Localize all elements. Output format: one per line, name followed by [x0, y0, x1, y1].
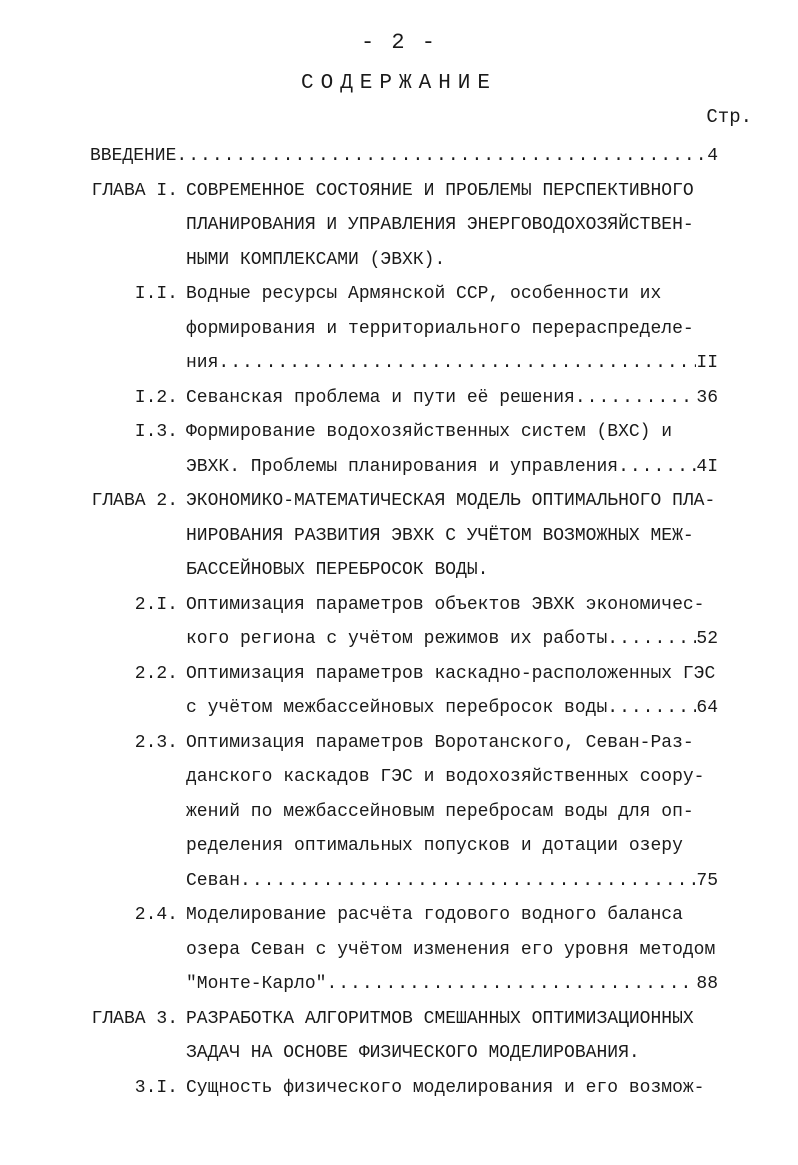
toc-page-number: 75 [696, 871, 718, 891]
page-title: СОДЕРЖАНИЕ [300, 72, 498, 95]
toc-entry-text: "Монте-Карло" [186, 974, 327, 994]
toc-line [186, 692, 718, 724]
toc-entry-number: ГЛАВА 3. [91, 1009, 178, 1029]
toc-entry-number: 2.2. [134, 664, 178, 684]
toc-line [186, 1003, 718, 1035]
toc-entry-number: 2.4. [134, 905, 178, 925]
toc-line [186, 658, 718, 690]
toc-entry-text: Оптимизация параметров Воротанского, Севан-Раз- [186, 733, 694, 753]
toc-line [186, 278, 718, 310]
toc-page-number: II [696, 353, 718, 373]
toc-entry-text: НИРОВАНИЯ РАЗВИТИЯ ЭВХК С УЧЁТОМ ВОЗМОЖНЫХ МЕЖ- [186, 526, 694, 546]
toc-entry-text: Моделирование расчёта годового водного баланса [186, 905, 683, 925]
toc-line [186, 520, 718, 552]
toc-entry-text: ВВЕДЕНИЕ [90, 146, 177, 166]
toc-entry-text: Оптимизация параметров объектов ЭВХК экономичес- [186, 595, 705, 615]
toc-entry-number: I.3. [134, 422, 178, 442]
toc-entry-text: кого региона с учётом режимов их работы [186, 629, 608, 649]
leader-dots [176, 140, 707, 172]
toc-entry-number: ГЛАВА I. [91, 181, 178, 201]
toc-page-number: 64 [696, 698, 718, 718]
page-column-label: Стр. [706, 106, 752, 128]
toc-line [186, 175, 718, 207]
leader-dots [618, 451, 696, 483]
toc-page-number: 88 [696, 974, 718, 994]
toc-entry-text: с учётом межбассейновых перебросок воды [186, 698, 608, 718]
toc-line [186, 761, 718, 793]
toc-line [186, 968, 718, 1000]
toc-entry-number: 2.3. [134, 733, 178, 753]
toc-line [186, 934, 718, 966]
toc-entry-text: формирования и территориального перераспределе- [186, 319, 694, 339]
toc-entry-number: I.I. [134, 284, 178, 304]
toc-line [186, 382, 718, 414]
toc-line [186, 554, 718, 586]
toc-entry-number: I.2. [134, 388, 178, 408]
toc-entry-text: БАССЕЙНОВЫХ ПЕРЕБРОСОК ВОДЫ. [186, 560, 489, 580]
toc-line [186, 244, 718, 276]
toc-line [186, 209, 718, 241]
toc-entry-text: Севанская проблема и пути её решения [186, 388, 575, 408]
toc-line [90, 140, 718, 172]
toc-line [186, 347, 718, 379]
toc-line [186, 727, 718, 759]
toc-line [186, 830, 718, 862]
toc-line [186, 623, 718, 655]
toc-line [186, 589, 718, 621]
toc-page-number: 4I [696, 457, 718, 477]
toc-line [186, 313, 718, 345]
toc-page-number: 36 [696, 388, 718, 408]
toc-entry-number: 2.I. [134, 595, 178, 615]
toc-line [186, 865, 718, 897]
toc-entry-text: Оптимизация параметров каскадно-расположенных ГЭС [186, 664, 716, 684]
toc-line [186, 485, 718, 517]
toc-line [186, 416, 718, 448]
toc-entry-number: 3.I. [134, 1078, 178, 1098]
toc-entry-text: Сущность физического моделирования и его возмож- [186, 1078, 705, 1098]
toc-entry-text: жений по межбассейновым перебросам воды для оп- [186, 802, 694, 822]
leader-dots [326, 968, 696, 1000]
toc-entry-text: СОВРЕМЕННОЕ СОСТОЯНИЕ И ПРОБЛЕМЫ ПЕРСПЕКТИВНОГО [186, 181, 694, 201]
toc-entry-text: НЫМИ КОМПЛЕКСАМИ (ЭВХК). [186, 250, 446, 270]
toc-entry-text: ЭВХК. Проблемы планирования и управления [186, 457, 619, 477]
toc-entry-text: Севан [186, 871, 241, 891]
toc-line [186, 796, 718, 828]
toc-page-number: 4 [707, 146, 718, 166]
toc-line [186, 1037, 718, 1069]
leader-dots [218, 347, 696, 379]
toc-entry-text: РАЗРАБОТКА АЛГОРИТМОВ СМЕШАННЫХ ОПТИМИЗАЦИОННЫХ [186, 1009, 694, 1029]
toc-entry-text: ЗАДАЧ НА ОСНОВЕ ФИЗИЧЕСКОГО МОДЕЛИРОВАНИЯ. [186, 1043, 640, 1063]
toc-page-number: 52 [696, 629, 718, 649]
toc-line [186, 451, 718, 483]
toc-entry-text: Водные ресурсы Армянской ССР, особенности их [186, 284, 662, 304]
leader-dots [575, 382, 697, 414]
toc-line [186, 1072, 718, 1104]
toc-entry-text: ПЛАНИРОВАНИЯ И УПРАВЛЕНИЯ ЭНЕРГОВОДОХОЗЯЙСТВЕН- [186, 215, 694, 235]
leader-dots [607, 623, 696, 655]
toc-entry-text: данского каскадов ГЭС и водохозяйственных соору- [186, 767, 705, 787]
leader-dots [607, 692, 696, 724]
leader-dots [240, 865, 696, 897]
toc-entry-text: ЭКОНОМИКО-МАТЕМАТИЧЕСКАЯ МОДЕЛЬ ОПТИМАЛЬНОГО ПЛА- [186, 491, 716, 511]
toc-line [186, 899, 718, 931]
toc-entry-text: ния [186, 353, 219, 373]
page-number: - 2 - [360, 30, 437, 55]
toc-entry-text: ределения оптимальных попусков и дотации озеру [186, 836, 683, 856]
toc-entry-number: ГЛАВА 2. [91, 491, 178, 511]
toc-entry-text: озера Севан с учётом изменения его уровня методом [186, 940, 716, 960]
toc-entry-text: Формирование водохозяйственных систем (ВХС) и [186, 422, 673, 442]
